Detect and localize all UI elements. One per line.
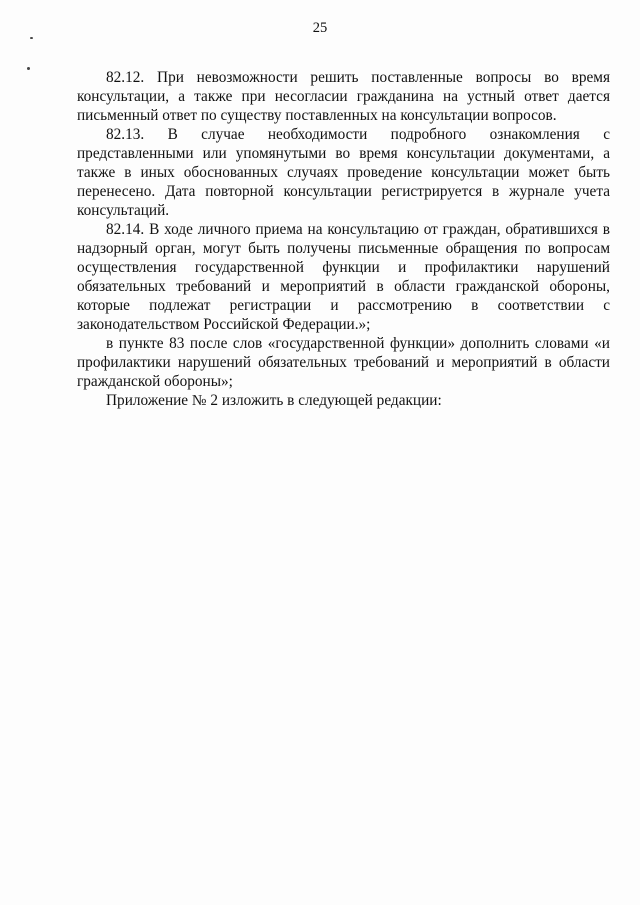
scan-speck (27, 67, 30, 70)
document-body (77, 68, 610, 410)
page-number: 25 (312, 20, 328, 36)
paragraph-appendix-2: Приложение № 2 изложить в следующей редакции: (106, 392, 442, 409)
paragraph-82-14: 82.14. В ходе личного приема на консультацию от граждан, обратившихся в надзорный орган, могут быть получены письменные обращения по вопросам осуществления государственной функции и профилактики нарушений обязательных требований и мероприятий в области гражданской обороны, которые подлежат регистрации и рассмотрению в соответствии с законодательством Российской Федерации.»; (77, 221, 610, 333)
scan-speck (30, 37, 33, 39)
paragraph-82-12: 82.12. При невозможности решить поставленные вопросы во время консультации, а также при несогласии гражданина на устный ответ дается письменный ответ по существу поставленных на консультации вопросов. (77, 69, 610, 124)
paragraph-82-13: 82.13. В случае необходимости подробного ознакомления с представленными или упомянутыми во время консультации документами, а также в иных обоснованных случаях проведение консультации может быть перенесено. Дата повторной консультации регистрируется в журнале учета консультаций. (77, 126, 610, 219)
paragraph-point-83: в пункте 83 после слов «государственной функции» дополнить словами «и профилактики нарушений обязательных требований и мероприятий в области гражданской обороны»; (77, 335, 610, 390)
